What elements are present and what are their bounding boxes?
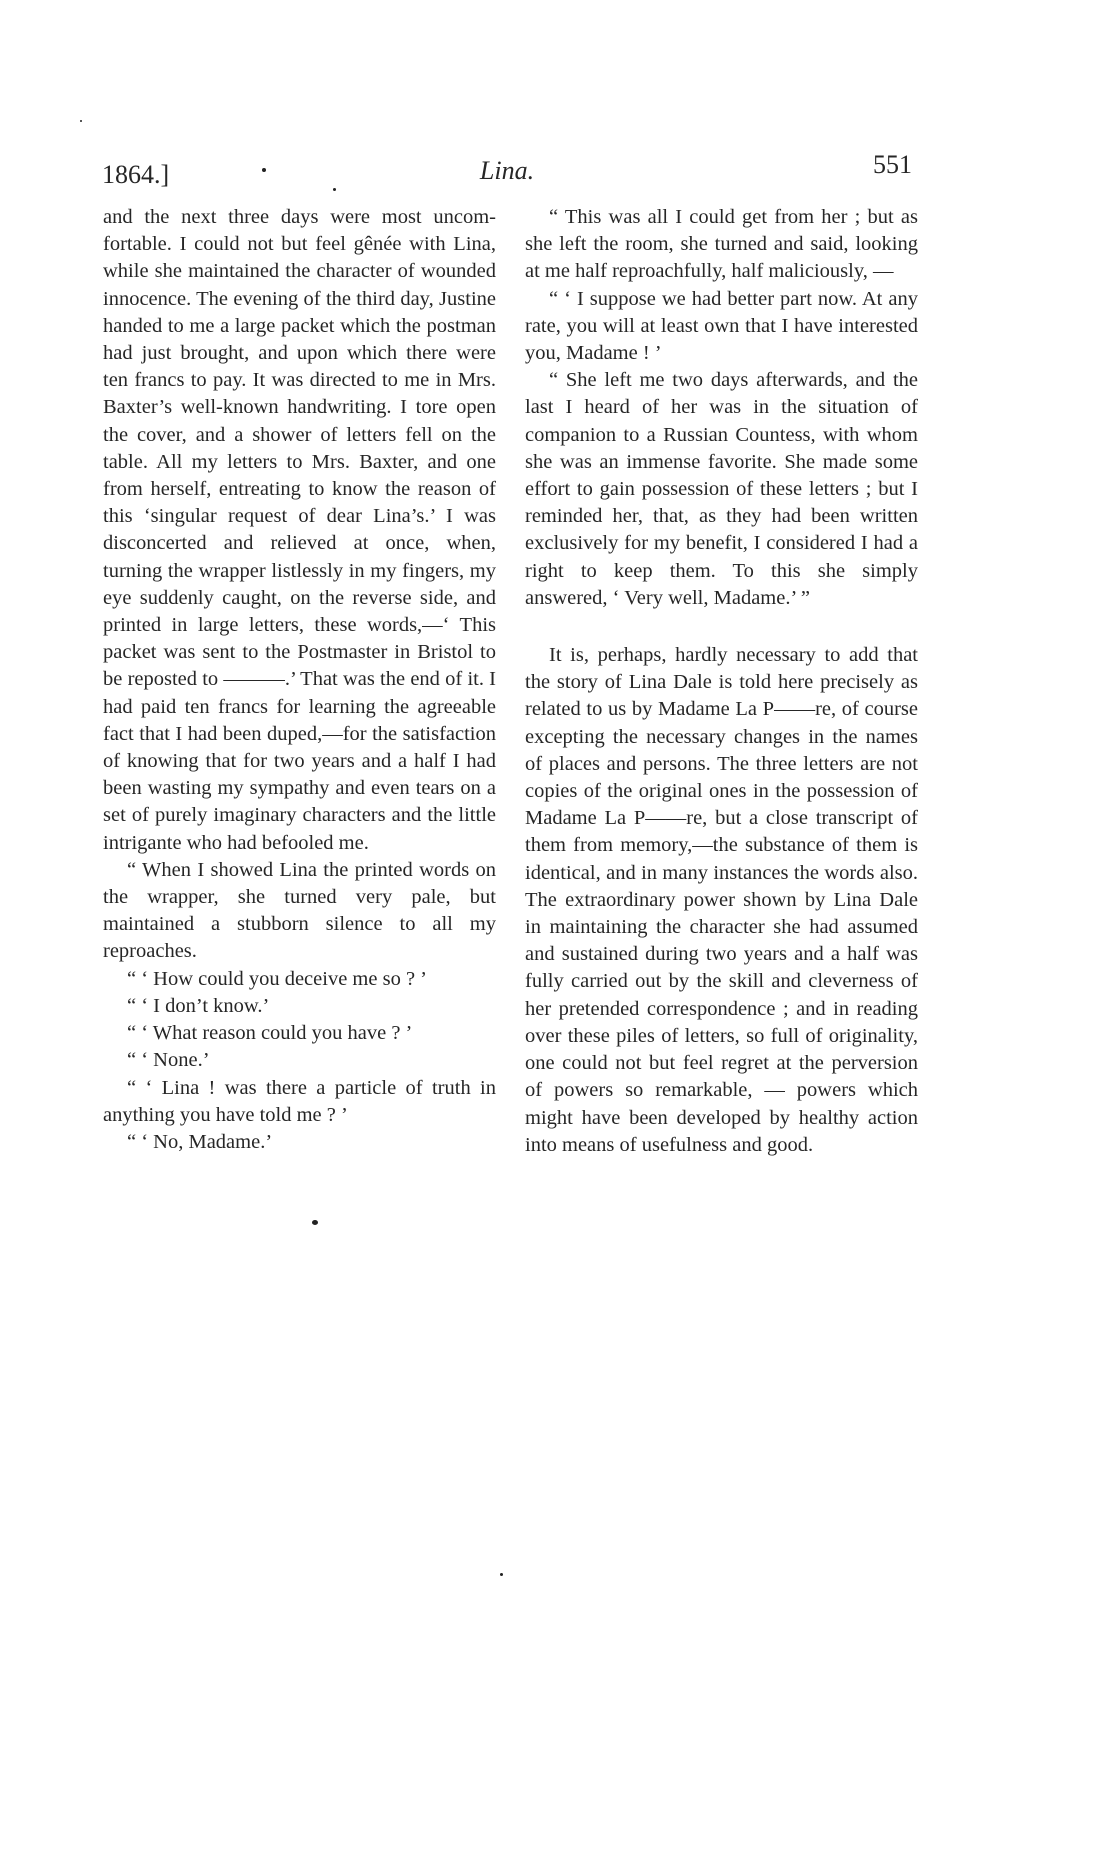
right-paragraph-3: “ She left me two days afterwards, and the last I heard of her was in the situation of companion to a Russian Countess, with whom she was an immense favorite. She made some effort to gain possession of these letters ; but I reminded her, that, as they had been written exclusively for my benefit, I considered I had a right to keep them. To this she simply answered, ‘ Very well, Madame.’ ” bbox=[525, 369, 918, 609]
left-paragraph-1: and the next three days were most uncomfortable. I could not but feel gênée with Lina, while she maintained the character of wounded innocence. The evening of the third day, Justine handed to me a large packet which the postman had just brought, and upon which there were ten francs to pay. It was directed to me in Mrs. Baxter’s well-known handwriting. I tore open the cover, and a shower of letters fell on the table. All my letters to Mrs. Baxter, and one from herself, entreating to know the reason of this ‘singular request of dear Lina’s.’ I was disconcerted and relieved at once, when, turning the wrapper listlessly in my fingers, my eye suddenly caught, on the reverse side, and printed in large letters, these words,—‘ This packet was sent to the Postmaster in Bristol to be reposted to ———.’ That was the end of it. I had paid ten francs for learning the agreeable fact that I had been duped,—for the satisfaction of knowing that for two years and a half I had been wasting my sympathy and even tears on a set of purely imaginary characters and the little intrigante who had befooled me. bbox=[103, 206, 496, 854]
right-paragraph-2: “ ‘ I suppose we had better part now. At any rate, you will at least own that I have interested you, Madame ! ’ bbox=[525, 287, 918, 365]
dialogue-line-6: “ ‘ No, Madame.’ bbox=[127, 1130, 273, 1153]
ink-speck bbox=[80, 120, 82, 122]
dialogue-line-4: “ ‘ None.’ bbox=[127, 1049, 210, 1072]
running-header bbox=[102, 150, 912, 190]
left-column bbox=[103, 204, 496, 1156]
header-title: Lina. bbox=[479, 156, 535, 185]
ink-speck bbox=[262, 168, 266, 172]
page-number: 551 bbox=[873, 150, 912, 179]
ink-speck bbox=[312, 1220, 318, 1225]
section-gap bbox=[525, 612, 918, 642]
header-year: 1864.] bbox=[102, 160, 170, 189]
closing-paragraph: It is, perhaps, hardly necessary to add that the story of Lina Dale is told here precisely as related to us by Madame La P——re, of course excepting the necessary changes in the names of places and persons. The three letters are not copies of the original ones in the possession of Madame La P——re, but a close transcript of them from memory,—the substance of them is identical, and in many instances the words also. The extraordinary power shown by Lina Dale in maintaining the character she had assumed and sustained during two years and a half was fully carried out by the skill and cleverness of her pretended correspondence ; and in reading over these piles of letters, so full of originality, one could not but feel regret at the perversion of powers so remarkable, — powers which might have been developed by healthy action into means of usefulness and good. bbox=[525, 644, 918, 1156]
ink-speck bbox=[333, 188, 336, 191]
dialogue-line-5: “ ‘ Lina ! was there a particle of truth in anything you have told me ? ’ bbox=[103, 1076, 496, 1126]
dialogue-line-2: “ ‘ I don’t know.’ bbox=[127, 994, 270, 1017]
dialogue-line-1: “ ‘ How could you deceive me so ? ’ bbox=[127, 967, 427, 990]
right-paragraph-1: “ This was all I could get from her ; but as she left the room, she turned and said, looking at me half reproachfully, half maliciously, — bbox=[525, 206, 918, 283]
left-paragraph-2: “ When I showed Lina the printed words on the wrapper, she turned very pale, but maintained a stubborn silence to all my reproaches. bbox=[103, 858, 496, 963]
ink-speck bbox=[500, 1573, 503, 1576]
dialogue-line-3: “ ‘ What reason could you have ? ’ bbox=[127, 1022, 413, 1045]
right-column bbox=[525, 204, 918, 1159]
